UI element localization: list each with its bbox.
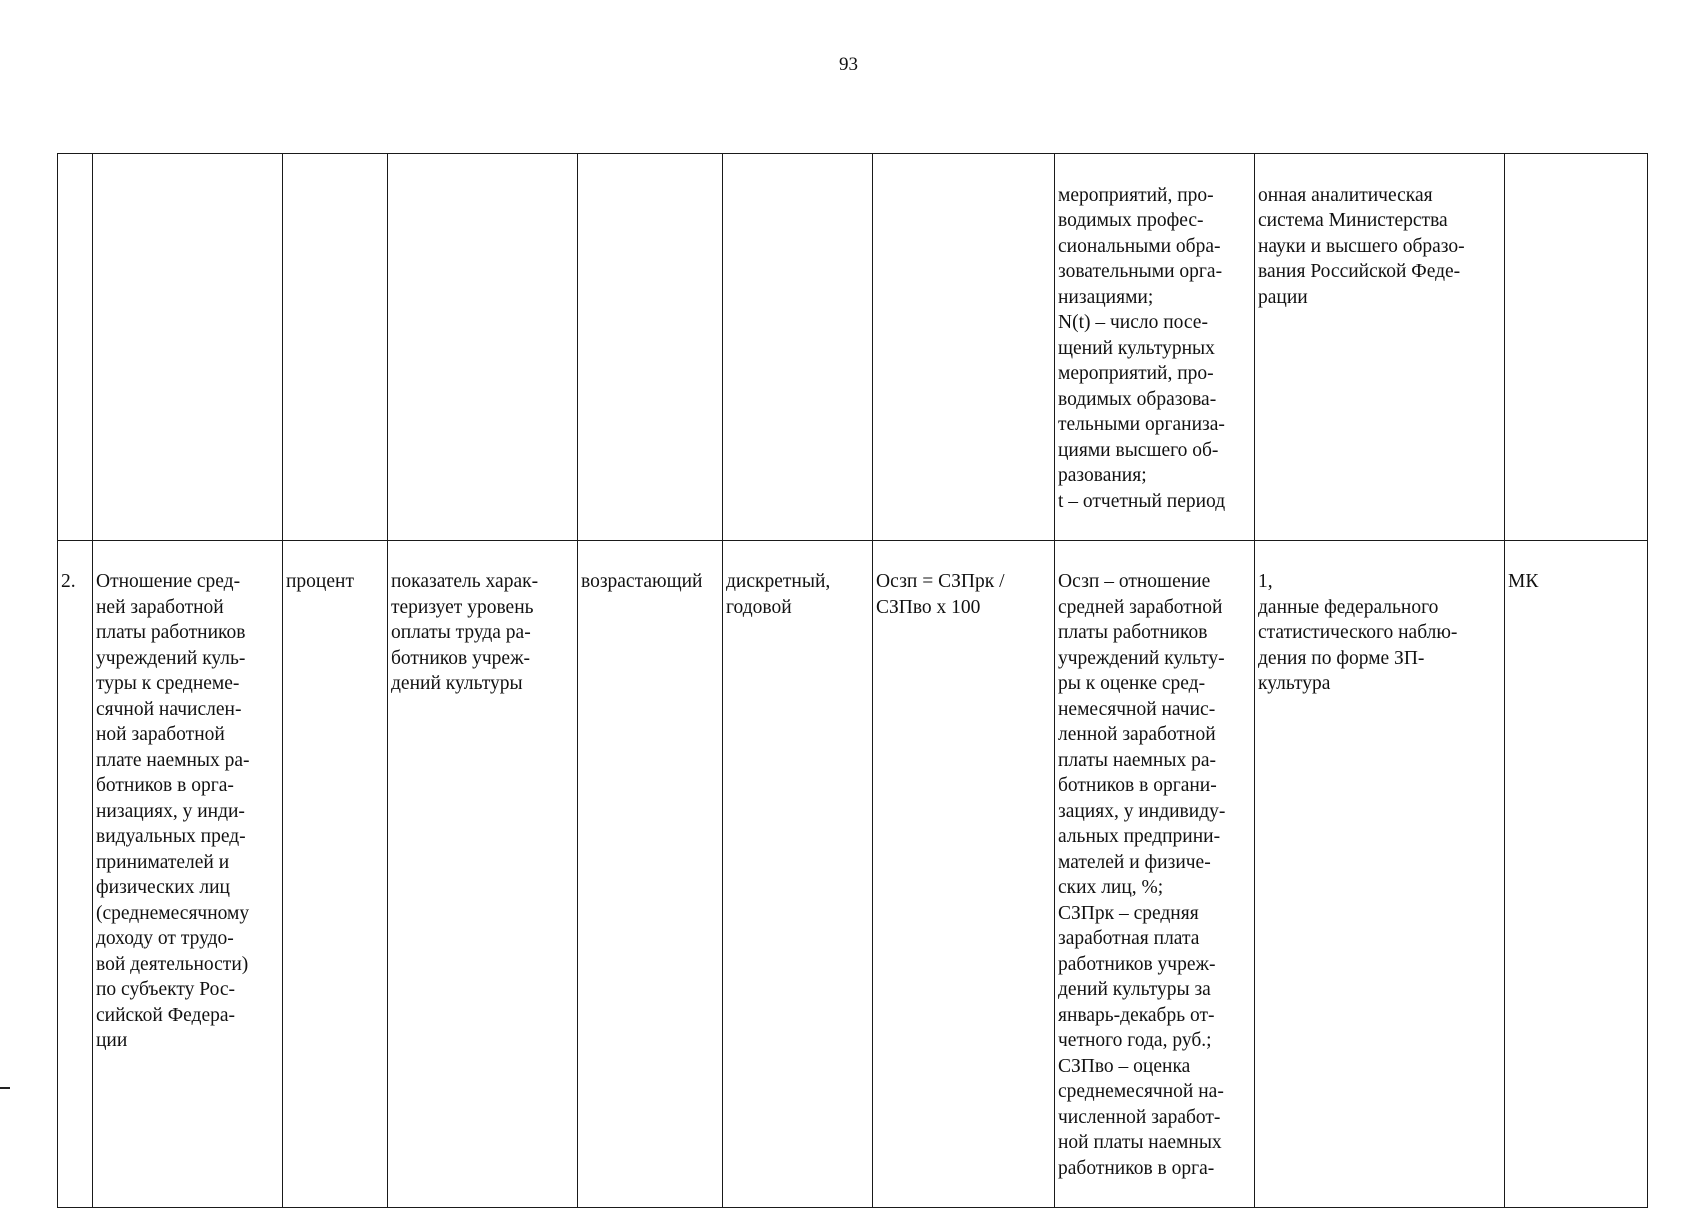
table-row [58, 154, 1648, 541]
formula-description-text: Осзп – отношение средней заработной платы работников учреждений культу- ры к оценке сред- немесячной начис- ленной заработной платы наемных ра- ботников в органи- зациях, у индивиду- альных предприни- мателей и физиче- ских лиц, %; СЗПрк – средняя заработная плата работников учреж- дений культуры за январь-декабрь от- четного года, руб.; СЗПво – оценка среднемесячной на- численной заработ- ной платы наемных работников в орга- [1058, 571, 1226, 1179]
definition-text: показатель харак- теризует уровень оплаты труда ра- ботников учреж- дений культуры [391, 571, 539, 694]
cell-source [1255, 540, 1505, 1207]
cell-source [1255, 154, 1505, 541]
table-row [58, 540, 1648, 1207]
cell-formula-description [1055, 154, 1255, 541]
source-text: онная аналитическая система Министерства науки и высшего образо- вания Российской Феде- рации [1258, 184, 1465, 308]
indicator-table [57, 153, 1648, 1208]
cell-dynamics [578, 540, 723, 1207]
cell-periodicity [723, 154, 873, 541]
cell-periodicity [723, 540, 873, 1207]
formula-text: Осзп = СЗПрк / СЗПво х 100 [876, 571, 1005, 618]
dynamics-text: возрастающий [581, 571, 703, 592]
cell-formula-description [1055, 540, 1255, 1207]
responsible-text: МК [1508, 571, 1539, 592]
periodicity-text: дискретный, годовой [726, 571, 831, 618]
cell-formula [873, 154, 1055, 541]
cell-dynamics [578, 154, 723, 541]
cell-name [93, 154, 283, 541]
cell-responsible [1505, 154, 1648, 541]
cell-unit [283, 540, 388, 1207]
cell-name [93, 540, 283, 1207]
cell-definition [388, 540, 578, 1207]
formula-description-text: мероприятий, про- водимых профес- сиональными обра- зовательными орга- низациями; N(t) – число посе- щений культурных мероприятий, про- водимых образова- тельными организа- циями высшего об- разования; t – отчетный период [1058, 184, 1226, 512]
source-text: 1, данные федерального статистического наблю- дения по форме ЗП- культура [1258, 571, 1458, 694]
cell-formula [873, 540, 1055, 1207]
cell-number [58, 154, 93, 541]
row-number-text: 2. [61, 571, 76, 592]
indicator-name-text: Отношение сред- ней заработной платы работников учреждений куль- туры к среднеме- сячной начислен- ной заработной плате наемных ра- ботников в орга- низациях, у инди- видуальных пред- принимателей и физических лиц (среднемесячному доходу от трудо- вой деятельности) по субъекту Рос- сийской Федера- ции [96, 571, 250, 1051]
cell-unit [283, 154, 388, 541]
cell-number [58, 540, 93, 1207]
unit-text: процент [286, 571, 354, 592]
cell-responsible [1505, 540, 1648, 1207]
cell-definition [388, 154, 578, 541]
margin-mark [0, 1087, 10, 1089]
page-number: 93 [839, 54, 858, 75]
